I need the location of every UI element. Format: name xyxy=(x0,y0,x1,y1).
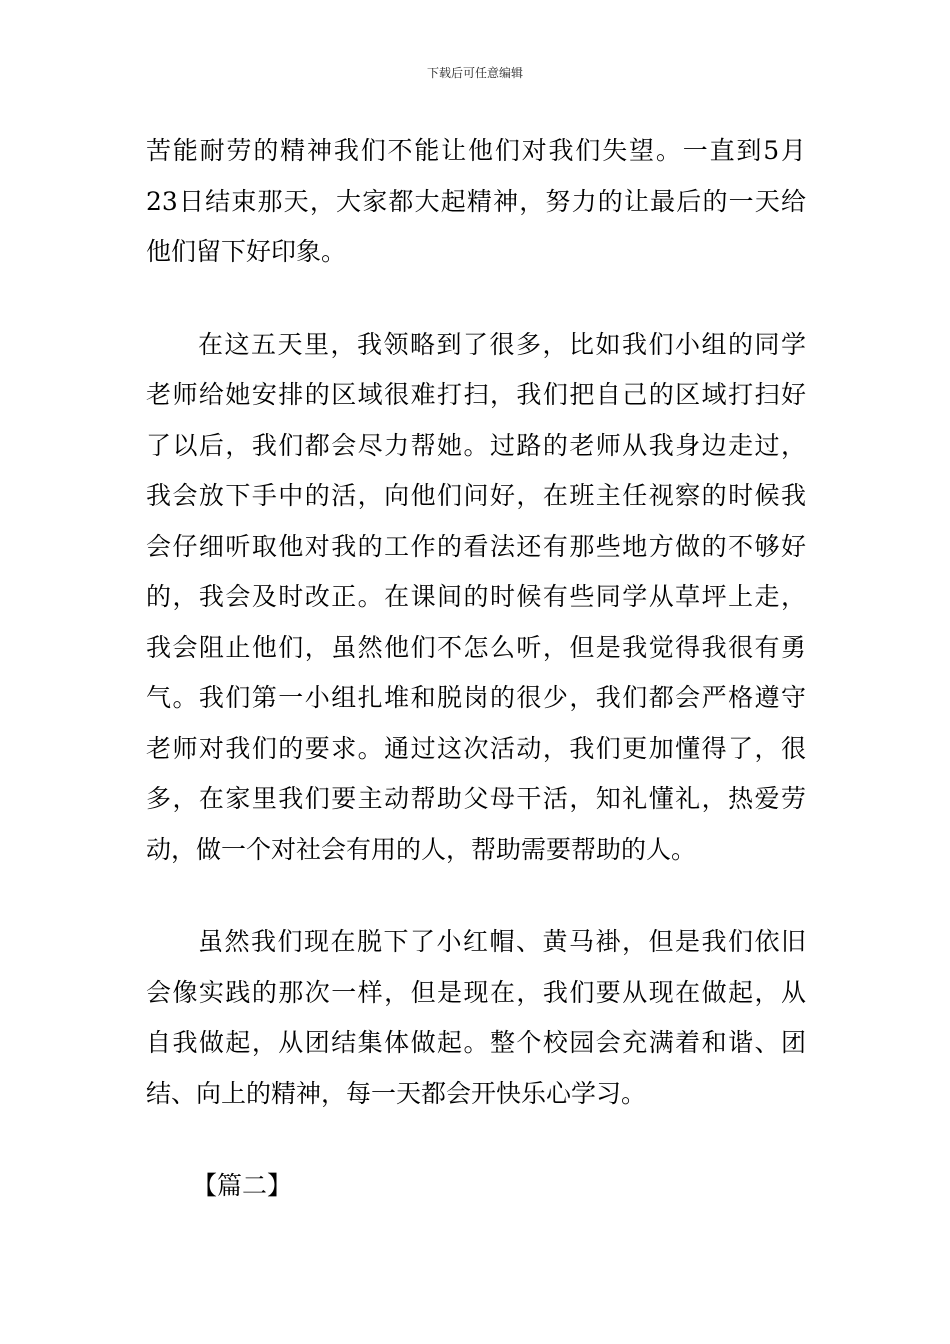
text-line: 苦能耐劳的精神我们不能让他们对我们失望。一直到5月 xyxy=(146,136,806,165)
paragraph-1 xyxy=(146,126,806,278)
text-line: 他们留下好印象。 xyxy=(146,237,347,266)
text-line: 气。我们第一小组扎堆和脱岗的很少，我们都会严格遵守 xyxy=(146,683,806,712)
text-line: 我会放下手中的活，向他们问好，在班主任视察的时候我 xyxy=(146,481,806,510)
text-line: 我会阻止他们，虽然他们不怎么听，但是我觉得我很有勇 xyxy=(146,632,806,662)
text-line: 自我做起，从团结集体做起。整个校园会充满着和谐、团 xyxy=(146,1028,806,1057)
text-line: 在这五天里，我领略到了很多，比如我们小组的同学 xyxy=(198,329,806,359)
paragraph-3 xyxy=(146,917,806,1119)
document-body xyxy=(146,126,806,1161)
paragraph-2 xyxy=(146,320,806,876)
text-line: 了以后，我们都会尽力帮她。过路的老师从我身边走过， xyxy=(146,430,806,460)
text-line: 动，做一个对社会有用的人，帮助需要帮助的人。 xyxy=(146,834,697,864)
text-line: 会像实践的那次一样，但是现在，我们要从现在做起，从 xyxy=(146,977,806,1007)
text-line: 会仔细听取他对我的工作的看法还有那些地方做的不够好 xyxy=(146,531,806,561)
section-heading: 【篇二】 xyxy=(192,1171,293,1200)
page-header: 下载后可任意编辑 xyxy=(426,66,523,80)
text-line: 23日结束那天，大家都大起精神，努力的让最后的一天给 xyxy=(146,186,806,216)
text-line: 多，在家里我们要主动帮助父母干活，知礼懂礼，热爱劳 xyxy=(146,784,806,813)
text-line: 结、向上的精神，每一天都会开快乐心学习。 xyxy=(146,1078,647,1108)
text-line: 虽然我们现在脱下了小红帽、黄马褂，但是我们依旧 xyxy=(198,927,806,956)
text-line: 老师对我们的要求。通过这次活动，我们更加懂得了，很 xyxy=(146,733,806,763)
text-line: 的，我会及时改正。在课间的时候有些同学从草坪上走， xyxy=(146,582,806,611)
text-line: 老师给她安排的区域很难打扫，我们把自己的区域打扫好 xyxy=(146,380,806,409)
